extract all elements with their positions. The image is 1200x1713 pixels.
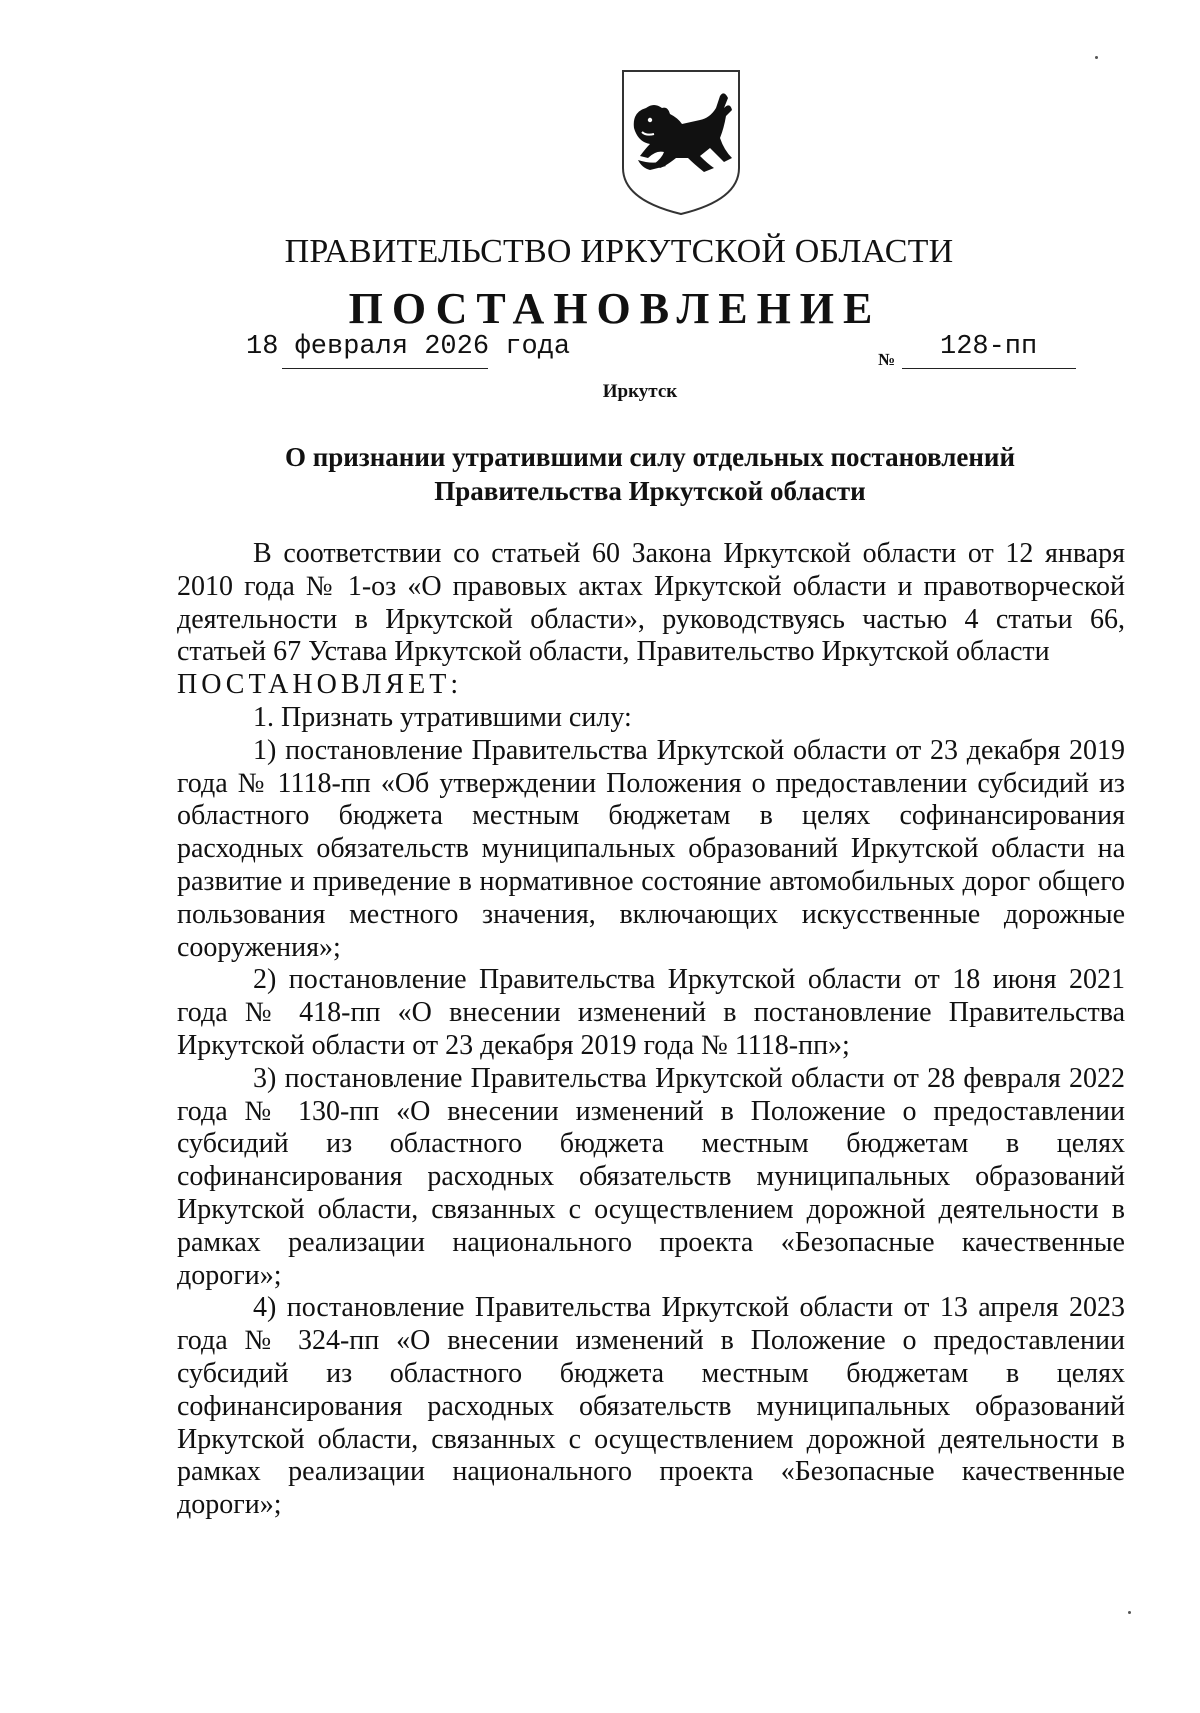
preamble-paragraph: В соответствии со статьей 60 Закона Иркутской области от 12 января 2010 года № 1-оз «О правовых актах Иркутской области и правотворческой деятельности в Иркутской области», руководствуясь частью 4 статьи 66, статьей 67 Устава Иркутской области, Правительство Иркутской области xyxy=(177,538,1125,668)
point-1: 1. Признать утратившими силу: xyxy=(253,701,632,733)
irkutsk-coat-of-arms-icon xyxy=(620,68,742,216)
decree-date: 18 февраля 2026 года xyxy=(246,332,571,362)
document-title xyxy=(180,440,1120,508)
scan-speck xyxy=(1128,1611,1131,1614)
title-line-2: Правительства Иркутской области xyxy=(434,476,866,506)
city: Иркутск xyxy=(602,381,678,402)
date-underline xyxy=(282,368,488,369)
decree-number: 128-пп xyxy=(940,332,1038,362)
number-sign: № xyxy=(878,350,896,369)
government-name: ПРАВИТЕЛЬСТВО ИРКУТСКОЙ ОБЛАСТИ xyxy=(284,233,954,270)
list-item: 2) постановление Правительства Иркутской области от 18 июня 2021 года № 418-пп «О внесении изменений в постановление Правительства Иркутской области от 23 декабря 2019 года № 1118-пп»; xyxy=(177,964,1125,1061)
title-line-1: О признании утратившими силу отдельных постановлений xyxy=(284,442,1016,472)
number-underline xyxy=(902,368,1076,369)
list-item: 4) постановление Правительства Иркутской области от 13 апреля 2023 года № 324-пп «О внесении изменений в Положение о предоставлении субсидий из областного бюджета местным бюджетам в целях софинансирования расходных обязательств муниципальных образований Иркутской области, связанных с осуществлением дорожной деятельности в рамках реализации национального проекта «Безопасные качественные дороги»; xyxy=(177,1292,1125,1521)
resolves-heading: ПОСТАНОВЛЯЕТ: xyxy=(177,669,463,701)
scan-speck xyxy=(1095,56,1098,59)
document-type: ПОСТАНОВЛЕНИЕ xyxy=(348,284,882,333)
document-body xyxy=(177,538,1125,1522)
list-item: 3) постановление Правительства Иркутской области от 28 февраля 2022 года № 130-пп «О внесении изменений в Положение о предоставлении субсидий из областного бюджета местным бюджетам в целях софинансирования расходных обязательств муниципальных образований Иркутской области, связанных с осуществлением дорожной деятельности в рамках реализации национального проекта «Безопасные качественные дороги»; xyxy=(177,1062,1125,1291)
list-item: 1) постановление Правительства Иркутской области от 23 декабря 2019 года № 1118-пп «Об утверждении Положения о предоставлении субсидий из областного бюджета местным бюджетам в целях софинансирования расходных обязательств муниципальных образований Иркутской области на развитие и приведение в нормативное состояние автомобильных дорог общего пользования местного значения, включающих искусственные дорожные сооружения»; xyxy=(177,734,1125,963)
